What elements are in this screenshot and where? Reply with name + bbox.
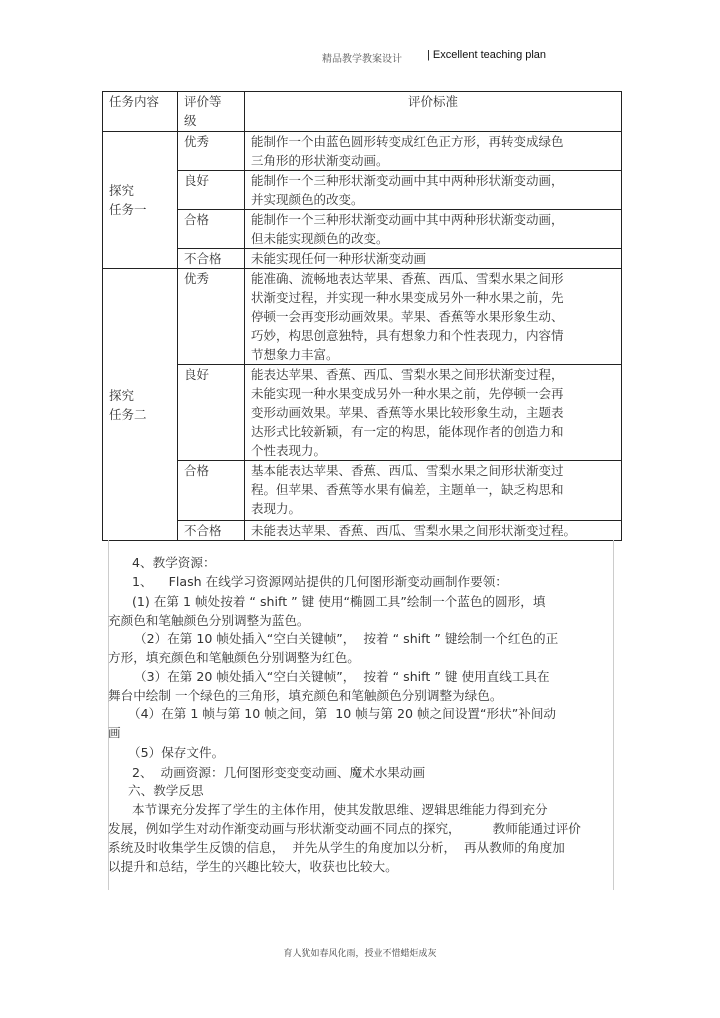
section-heading: 六、教学反思 — [128, 783, 204, 798]
header-title-en: | Excellent teaching plan — [427, 49, 547, 61]
table-row — [103, 210, 622, 249]
criteria-cell: 未能实现任何一种形状渐变动画 — [245, 249, 622, 269]
body-line: 方形，填充颜色和笔触颜色分别调整为红色。 — [108, 650, 360, 665]
level-cell: 良好 — [178, 171, 245, 210]
body-line: （3）在第 20 帧处插入“空白关键帧”， 按着 “ shift ” 键 使用直线工具在 — [134, 669, 550, 684]
table-row — [103, 132, 622, 171]
level-cell: 良好 — [178, 365, 245, 461]
body-line: 本节课充分发挥了学生的主体作用，使其发散思维、逻辑思维能力得到充分 — [132, 802, 548, 817]
table-row — [103, 249, 622, 269]
criteria-cell: 能制作一个三种形状渐变动画中其中两种形状渐变动画， 并实现颜色的改变。 — [245, 171, 622, 210]
body-line: （4）在第 1 帧与第 10 帧之间，第 10 帧与第 20 帧之间设置“形状”补间动 — [128, 706, 557, 721]
header-level: 评价等 级 — [178, 92, 245, 132]
body-line: 发展，例如学生对动作渐变动画与形状渐变动画不同点的探究， 教师能通过评价 — [108, 821, 581, 836]
body-line: 以提升和总结，学生的兴趣比较大，收获也比较大。 — [108, 859, 398, 874]
body-line: 1、 Flash 在线学习资源网站提供的几何图形渐变动画制作要领： — [132, 574, 508, 589]
criteria-cell: 能表达苹果、香蕉、西瓜、雪梨水果之间形状渐变过程， 未能实现一种水果变成另外一种水果之前，先停顿一会再 变形动画效果。苹果、香蕉等水果比较形象生动，主题表 达形式比较新颖，有一定的构思，能体现作者的创造力和 个性表现力。 — [245, 365, 622, 461]
table-row — [103, 365, 622, 461]
level-cell: 不合格 — [178, 249, 245, 269]
header-task: 任务内容 — [103, 92, 178, 132]
body-line: 2、 动画资源：几何图形变变变动画、魔术水果动画 — [132, 765, 426, 780]
table-row — [103, 461, 622, 521]
table-row — [103, 171, 622, 210]
level-cell: 优秀 — [178, 132, 245, 171]
body-line: 系统及时收集学生反馈的信息， 并先从学生的角度加以分析， 再从教师的角度加 — [108, 840, 565, 855]
task-cell: 探究 任务一 — [103, 132, 178, 269]
body-line: 充颜色和笔触颜色分别调整为蓝色。 — [108, 613, 310, 628]
criteria-cell: 基本能表达苹果、香蕉、西瓜、雪梨水果之间形状渐变过 程。但苹果、香蕉等水果有偏差，主题单一，缺乏构思和 表现力。 — [245, 461, 622, 521]
level-cell: 不合格 — [178, 521, 245, 541]
table-header-row — [103, 92, 622, 132]
header-title-cn: 精品教学教案设计 — [322, 54, 402, 65]
criteria-cell: 能制作一个由蓝色圆形转变成红色正方形，再转变成绿色 三角形的形状渐变动画。 — [245, 132, 622, 171]
header-criteria: 评价标准 — [245, 92, 622, 132]
level-cell: 合格 — [178, 461, 245, 521]
body-line: （5）保存文件。 — [128, 745, 225, 760]
level-cell: 优秀 — [178, 269, 245, 365]
page-footer: 育人犹如春风化雨，授业不惜蜡炬成灰 — [283, 949, 437, 959]
body-line: （2）在第 10 帧处插入“空白关键帧”， 按着 “ shift ” 键绘制一个红色的正 — [134, 631, 559, 646]
criteria-cell: 能准确、流畅地表达苹果、香蕉、西瓜、雪梨水果之间形 状渐变过程，并实现一种水果变成另外一种水果之前，先 停顿一会再变形动画效果。苹果、香蕉等水果形象生动、 巧妙，构思创意独特，具有想象力和个性表现力，内容情 节想象力丰富。 — [245, 269, 622, 365]
evaluation-table — [102, 91, 622, 541]
criteria-cell: 能制作一个三种形状渐变动画中其中两种形状渐变动画， 但未能实现颜色的改变。 — [245, 210, 622, 249]
table-row — [103, 269, 622, 365]
body-line: (1) 在第 1 帧处按着 “ shift ” 键 使用“椭圆工具”绘制一个蓝色的圆形，填 — [132, 594, 546, 609]
table-row — [103, 521, 622, 541]
body-line: 4、教学资源： — [132, 555, 216, 570]
level-cell: 合格 — [178, 210, 245, 249]
task-cell: 探究 任务二 — [103, 269, 178, 541]
criteria-cell: 未能表达苹果、香蕉、西瓜、雪梨水果之间形状渐变过程。 — [245, 521, 622, 541]
body-line: 舞台中绘制 一个绿色的三角形，填充颜色和笔触颜色分别调整为绿色。 — [108, 688, 503, 703]
body-line: 画 — [108, 725, 121, 740]
